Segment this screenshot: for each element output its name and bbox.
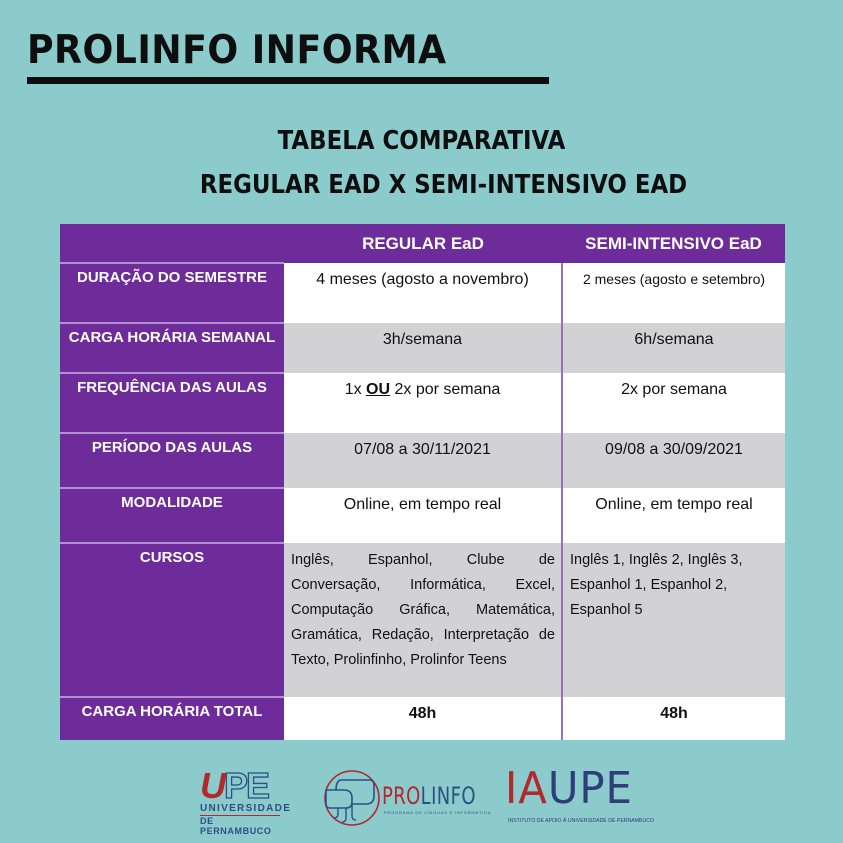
cell-semi-carga-semanal: 6h/semana (562, 323, 785, 373)
cell-semi-cursos: Inglês 1, Inglês 2, Inglês 3, Espanhol 1, Espanhol 2, Espanhol 5 (562, 543, 785, 697)
table-row (60, 263, 785, 323)
cell-regular-duracao: 4 meses (agosto a novembro) (284, 263, 562, 323)
subtitle-line-1: TABELA COMPARATIVA (277, 126, 566, 156)
iaupe-word-a: IA (505, 763, 548, 814)
table-row (60, 323, 785, 373)
iaupe-word-b: UPE (547, 763, 633, 814)
header-semi-intensivo: SEMI-INTENSIVO EaD (562, 224, 785, 263)
upe-mark (200, 765, 269, 806)
subtitle-line-2: REGULAR EAD X SEMI-INTENSIVO EAD (199, 170, 688, 200)
header-regular: REGULAR EaD (284, 224, 562, 263)
cell-regular-carga-total: 48h (284, 697, 562, 740)
upe-line1: UNIVERSIDADE (200, 803, 292, 814)
cell-semi-periodo: 09/08 a 30/09/2021 (562, 433, 785, 488)
title-underline (27, 77, 549, 84)
cell-regular-carga-semanal: 3h/semana (284, 323, 562, 373)
iaupe-wordmark (505, 764, 633, 814)
table-header-row (60, 224, 785, 263)
upe-mark-pe: PE (224, 765, 269, 806)
table-row (60, 488, 785, 543)
row-label-duracao: DURAÇÃO DO SEMESTRE (60, 263, 284, 323)
row-label-modalidade: MODALIDADE (60, 488, 284, 543)
row-label-carga-semanal: CARGA HORÁRIA SEMANAL (60, 323, 284, 373)
cell-regular-periodo: 07/08 a 30/11/2021 (284, 433, 562, 488)
cell-semi-modalidade: Online, em tempo real (562, 488, 785, 543)
row-label-periodo: PERÍODO DAS AULAS (60, 433, 284, 488)
freq-emph: OU (366, 381, 391, 398)
upe-line2: DE PERNAMBUCO (200, 816, 272, 836)
header-empty-cell (60, 224, 284, 263)
cell-regular-frequencia (284, 373, 562, 433)
table-row (60, 433, 785, 488)
cell-regular-modalidade: Online, em tempo real (284, 488, 562, 543)
upe-mark-u: U (200, 765, 224, 806)
page-title: PROLINFO INFORMA (27, 28, 447, 73)
prolinfo-emblem-icon (322, 768, 384, 830)
freq-pre: 1x (344, 381, 367, 398)
row-label-cursos: CURSOS (60, 543, 284, 697)
prolinfo-tagline: PROGRAMA DE LÍNGUAS E INFORMÁTICA (384, 810, 492, 815)
logos-footer (0, 763, 843, 836)
prolinfo-word-b: LINFO (420, 782, 476, 810)
table-row (60, 697, 785, 740)
prolinfo-wordmark (382, 782, 476, 810)
row-label-frequencia: FREQUÊNCIA DAS AULAS (60, 373, 284, 433)
upe-logo (198, 765, 292, 836)
freq-post: 2x por semana (390, 381, 501, 398)
prolinfo-word-a: PRO (382, 782, 421, 810)
cell-regular-cursos: Inglês, Espanhol, Clube de Conversação, Informática, Excel, Computação Gráfica, Matemática, Gramática, Redação, Interpretação de Texto, Prolinfinho, Prolinfor Teens (284, 543, 562, 697)
row-label-carga-total: CARGA HORÁRIA TOTAL (60, 697, 284, 740)
table-row (60, 373, 785, 433)
cell-semi-duracao: 2 meses (agosto e setembro) (562, 263, 785, 323)
comparison-table (60, 224, 785, 740)
cell-semi-frequencia: 2x por semana (562, 373, 785, 433)
iaupe-tagline: INSTITUTO DE APOIO À UNIVERSIDADE DE PERNAMBUCO (508, 818, 655, 824)
table-row (60, 543, 785, 697)
prolinfo-logo (322, 768, 492, 828)
iaupe-logo (505, 763, 660, 828)
cell-semi-carga-total: 48h (562, 697, 785, 740)
